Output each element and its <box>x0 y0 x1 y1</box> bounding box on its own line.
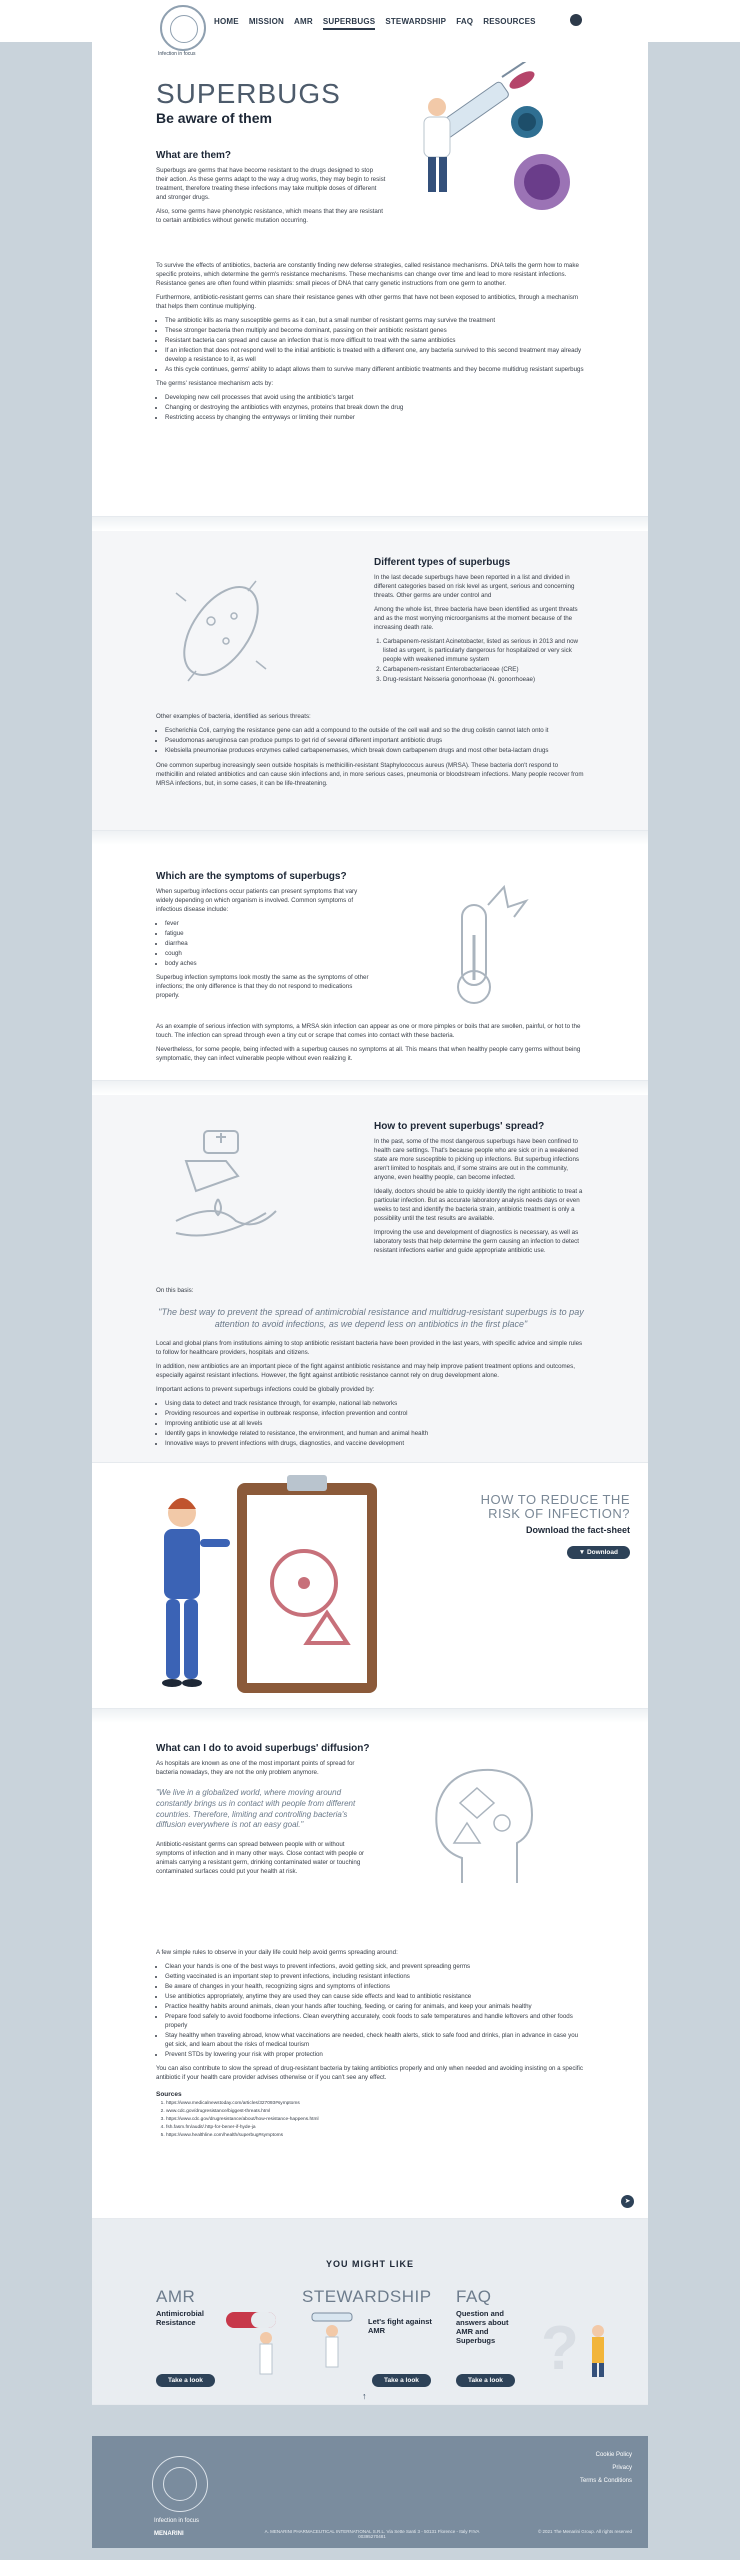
section-avoid-diffusion <box>92 1723 648 2219</box>
paragraph: On this basis: <box>156 1287 194 1294</box>
paragraph: Other examples of bacteria, identified as serious threats: <box>156 713 311 720</box>
nav-item-mission[interactable]: MISSION <box>248 17 284 26</box>
list-item: • cough <box>165 950 371 959</box>
section-symptoms <box>92 845 648 1081</box>
card-title: FAQ <box>456 2287 492 2306</box>
paragraph: As an example of serious infection with symptoms, a MRSA skin infection can appear as one or more pimples or boils that are swollen, painful, or hot to the touch. The infection can spread through even a tiny cut or scrape that comes into contact with these bacteria. <box>156 1023 581 1039</box>
section-types <box>92 531 648 831</box>
card-title: AMR <box>156 2287 196 2306</box>
list-item: • Resistant bacteria can spread and cause an infection that is more difficult to treat with the same antibiotics <box>165 337 586 346</box>
menarini-logo[interactable]: MENARINI <box>154 2531 184 2537</box>
paragraph: Among the whole list, three bacteria have been identified as urgent threats and as the most worrying microorganisms at the moment because of the increasing death rate. <box>374 605 578 631</box>
list-item: • Be aware of changes in your health, recognizing signs and symptoms of infections <box>165 1983 586 1992</box>
list-item: • Use antibiotics appropriately, anytime they are used they can cause side effects and lead to antibiotic resistance <box>165 1993 586 2002</box>
paragraph: Important actions to prevent superbugs infections could be globally provided by: <box>156 1386 375 1394</box>
section-prevent <box>92 1095 648 1463</box>
list-item: • Identify gaps in knowledge related to resistance, the environment, and human and animal health <box>165 1430 586 1439</box>
list-item: • Improving antibiotic use at all levels <box>165 1420 586 1429</box>
card-desc: Question and answers about AMR and Superbugs <box>456 2309 509 2345</box>
card-title: STEWARDSHIP <box>302 2287 432 2306</box>
card-desc: Antimicrobial Resistance <box>156 2309 204 2327</box>
prevention-quote: "The best way to prevent the spread of antimicrobial resistance and multidrug-resistant superbugs is to pay attention to avoid infections, as we depend less on antibiotics in the first place" <box>158 1306 584 1330</box>
paragraph: One common superbug increasingly seen outside hospitals is methicillin-resistant Staphylococcus aureus (MRSA). These bacteria don't respond to methicillin and related antibiotics and can cause skin infections and, in more serious cases, pneumonia or bloodstream infections. Many people recover from MRSA infections, but, in some cases, it can be life-threatening. <box>156 761 584 787</box>
logo-tagline: Infection in focus <box>158 51 196 57</box>
section-divider <box>92 1081 648 1095</box>
top-navigation-bar <box>0 0 740 57</box>
main-nav <box>214 17 536 30</box>
nav-item-superbugs[interactable]: SUPERBUGS <box>323 17 375 30</box>
daily-rules-list <box>165 1963 586 2060</box>
share-icon[interactable]: ➤ <box>621 2195 634 2208</box>
thermometer-icon <box>422 875 542 1015</box>
source-link[interactable]: 5. https://www.healthline.com/health/superbug#symptoms <box>166 2133 586 2140</box>
footer-link-privacy[interactable]: Privacy <box>612 2465 632 2471</box>
list-item: • Providing resources and expertise in outbreak response, infection prevention and control <box>165 1410 586 1419</box>
paragraph: Local and global plans from institutions aiming to stop antibiotic resistant bacteria have been provided in the last years, with specific advice and simple rules to follow for healthcare providers, hospitals and citizens. <box>156 1340 583 1357</box>
paragraph: You can also contribute to slow the spread of drug-resistant bacteria by taking antibiotics properly and only when needed and avoiding insisting on a specific antibiotic if your health care provider advises otherwise or if you can't see any effect. <box>156 2064 583 2081</box>
pill-person-illustration <box>216 2302 296 2377</box>
nav-item-faq[interactable]: FAQ <box>456 17 474 26</box>
paragraph: In addition, new antibiotics are an important piece of the fight against antibiotic resistance and may help improve patient treatment options and outcomes, especially against resistant infections. However, the fight against antibiotic resistance cannot rely on drug development alone. <box>156 1363 575 1380</box>
paragraph: In the last decade superbugs have been reported in a list and divided in different categories based on risk level as urgent, serious and concerning threats. Other germs are under control and <box>374 574 575 599</box>
paragraph: Ideally, doctors should be able to quickly identify the right antibiotic to treat a particular infection. But as accurate laboratory analysis needs days or even weeks to test and identify the bacteria strain, antibiotic treatment is only a possibility until the test results are available. <box>374 1187 583 1222</box>
mechanism-list <box>165 394 586 423</box>
list-item: • Prevent STDs by lowering your risk with proper protection <box>165 2051 586 2060</box>
list-item: • Stay healthy when traveling abroad, know what vaccinations are needed, check health alerts, stick to safe food and drinks, plan in advance in case you get sick, and learn about the risks of medical tourism <box>165 2032 586 2050</box>
card-amr[interactable] <box>156 2287 316 2387</box>
paragraph: Nevertheless, for some people, being infected with a superbug causes no symptoms at all. This means that when healthy people carry germs without being symptomatic, they can infect vulnerable people without even realizing it. <box>156 1045 581 1062</box>
paragraph: In the past, some of the most dangerous superbugs have been confined to health care settings. That's because people who are sick or in a weakened state are more susceptible to picking up infections. But superbug infections aren't limited to hospitals and, if some strains are out in the community, anyone, even healthy people, can become infected. <box>374 1138 579 1181</box>
footer-copyright: © 2021 The Menarini Group. All rights reserved <box>537 2529 632 2534</box>
list-item: • As this cycle continues, germs' ability to adapt allows them to survive many different antibiotic treatments and they become multidrug resistant superbugs <box>165 366 586 375</box>
paragraph: Furthermore, antibiotic-resistant germs can share their resistance genes with other germs that have not been exposed to antibiotics, through a mechanism that helps them continue multiplying. <box>156 293 578 310</box>
list-item: 1. Carbapenem-resistant Acinetobacter, listed as serious in 2013 and now listed as urgent, is particularly dangerous for hospitalized or very sick people with weakened immune system <box>383 638 588 665</box>
nurse-illustration <box>132 1483 232 1703</box>
list-item: • These stronger bacteria then multiply and become dominant, passing on their antibiotic resistant genes <box>165 327 586 336</box>
paragraph: Superbugs are germs that have become resistant to the drugs designed to stop their action. As these germs adapt to the way a drug works, they may begin to resist treatment, therefore treating these infections may take multiple doses of different and stronger drugs. <box>156 167 386 201</box>
source-link[interactable]: 4. fsh.fasm.fm/audit/.http-for-bener-if-hyde-ja <box>166 2125 586 2132</box>
list-item: • The antibiotic kills as many susceptible germs as it can, but a small number of resistant germs may survive the treatment <box>165 317 586 326</box>
paragraph: As hospitals are known as one of the most important points of spread for bacteria nowadays, they are not the only problem anymore. <box>156 1760 355 1776</box>
footer-link-terms[interactable]: Terms & Conditions <box>579 2478 632 2484</box>
card-amr-button[interactable]: Take a look <box>156 2374 215 2387</box>
download-label: Download <box>586 1548 618 1556</box>
page-title: SUPERBUGS <box>156 78 341 109</box>
nav-item-amr[interactable]: AMR <box>294 17 313 26</box>
promo-subtitle: Download the fact-sheet <box>525 1524 630 1535</box>
footer-tagline: Infection in focus <box>154 2518 200 2524</box>
list-item: • body aches <box>165 960 371 969</box>
doctor-syringe-illustration <box>392 62 582 232</box>
back-to-top-icon[interactable]: ↑ <box>362 2391 367 2401</box>
question-mark-illustration <box>536 2307 626 2382</box>
nav-item-home[interactable]: HOME <box>214 17 239 26</box>
paragraph: Antibiotic-resistant germs can spread between people with or without symptoms of infection and in many other ways. Close contact with people or animals carrying a resistant germ, drinking contaminated water or touching contaminated surfaces could put your health at risk. <box>156 1841 365 1876</box>
list-item: • Changing or destroying the antibiotics with enzymes, proteins that break down the drug <box>165 404 586 413</box>
card-stewardship-button[interactable]: Take a look <box>372 2374 431 2387</box>
section-factsheet-promo <box>92 1463 648 1709</box>
nav-item-resources[interactable]: RESOURCES <box>483 17 536 26</box>
clipboard-virus-illustration <box>232 1473 382 1698</box>
resistance-steps-list <box>165 317 586 375</box>
card-faq-button[interactable]: Take a look <box>456 2374 515 2387</box>
list-item: • Prepare food safely to avoid foodborne infections. Clean everything accurately, cook foods to safe temperatures and handle leftovers and other foods properly <box>165 2013 586 2031</box>
list-item: • fatigue <box>165 930 371 939</box>
footer-logo[interactable] <box>152 2456 208 2512</box>
you-might-like-heading: YOU MIGHT LIKE <box>326 2259 414 2269</box>
list-item: • If an infection that does not respond well to the initial antibiotic is treated with a different one, any bacteria survived to this second treatment may already develop a resistance to it, as well <box>165 347 586 365</box>
list-item: • diarrhea <box>165 940 371 949</box>
paragraph: To survive the effects of antibiotics, bacteria are constantly finding new defense strategies, called resistance mechanisms. DNA tells the germ how to make specific proteins, which determine the germ's resistance mechanisms. These mechanisms can change over time and lead to more resistant infections. Resistance genes are often found within plasmids: small pieces of DNA that carry genetic instructions from one germ to another. <box>156 262 579 287</box>
section-what-are-them <box>92 42 648 517</box>
heading-avoid: What can I do to avoid superbugs' diffusion? <box>156 1743 370 1754</box>
heading-types: Different types of superbugs <box>374 557 511 568</box>
list-item: • Klebsiella pneumoniae produces enzymes called carbapenemases, which break down carbapenem drugs and most other beta-lactam drugs <box>165 747 586 756</box>
page-content <box>92 42 648 2405</box>
user-icon[interactable] <box>570 14 582 26</box>
sources-heading: Sources <box>156 2090 182 2098</box>
paragraph: The germs' resistance mechanism acts by: <box>156 379 274 387</box>
card-desc: Let's fight against AMR <box>368 2317 432 2335</box>
section-divider <box>92 1709 648 1723</box>
footer-legal: A. MENARINI PHARMACEUTICAL INTERNATIONAL S.R.L. Via Sette Santi 3 - 50131 Florence - Italy P.IVA 00395270481 <box>264 2529 480 2539</box>
bacterium-icon <box>156 561 286 701</box>
list-item: • Innovative ways to prevent infections with drugs, diagnostics, and vaccine development <box>165 1440 586 1449</box>
list-item: 3. Drug-resistant Neisseria gonorrhoeae (N. gonorrhoeae) <box>383 676 588 685</box>
source-link[interactable]: 1. https://www.medicalnewstoday.com/articles/327093#symptoms <box>166 2101 586 2108</box>
footer-link-cookie[interactable]: Cookie Policy <box>595 2452 632 2458</box>
heading-prevent: How to prevent superbugs' spread? <box>374 1121 545 1132</box>
list-item: 2. Carbapenem-resistant Enterobacteriaceae (CRE) <box>383 666 588 675</box>
list-item: • Developing new cell processes that avoid using the antibiotic's target <box>165 394 586 403</box>
promo-title-line1: HOW TO REDUCE THE <box>480 1492 630 1507</box>
card-faq[interactable] <box>456 2287 616 2387</box>
urgent-threats-list <box>383 638 588 685</box>
download-button[interactable]: ▼ Download <box>567 1546 630 1559</box>
source-link[interactable]: 2. www.cdc.gov/drugresistance/biggest-threats.html <box>166 2109 586 2116</box>
site-footer <box>92 2436 648 2548</box>
list-item: • Restricting access by changing the entryways or limiting their number <box>165 414 586 423</box>
section-you-might-like <box>92 2219 648 2405</box>
list-item: • Pseudomonas aeruginosa can produce pumps to get rid of several different important antibiotic drugs <box>165 737 586 746</box>
list-item: • Practice healthy habits around animals, clean your hands after touching, feeding, or caring for animals, and keep your animals healthy <box>165 2003 586 2012</box>
paragraph: Improving the use and development of diagnostics is necessary, as well as laboratory tests that help determine the germ causing an infection to detect resistant infections earlier and guide appropriate antibiotic use. <box>374 1228 579 1254</box>
section-divider <box>92 517 648 531</box>
paragraph: Superbug infection symptoms look mostly the same as the symptoms of other infections; the only difference is that they do not respond to medications properly. <box>156 973 369 999</box>
serious-threats-list <box>165 727 586 756</box>
promo-title-line2: RISK OF INFECTION? <box>488 1506 630 1522</box>
syringe-doctor-illustration <box>302 2309 362 2379</box>
list-item: • Escherichia Coli, carrying the resistance gene can add a compound to the outside of the cell wall and so the drug colistin cannot latch onto it <box>165 727 586 736</box>
paragraph: When superbug infections occur patients can present symptoms that vary widely depending on which organism is involved. Common symptoms of infectious disease include: <box>156 888 358 913</box>
nav-item-stewardship[interactable]: STEWARDSHIP <box>385 17 447 26</box>
list-item: • Using data to detect and track resistance through, for example, national lab networks <box>165 1400 586 1409</box>
list-item: • fever <box>165 920 371 929</box>
global-actions-list <box>165 1400 586 1449</box>
svg-text:?: ? <box>541 2314 579 2382</box>
head-shapes-icon <box>422 1763 542 1893</box>
page-subtitle: Be aware of them <box>156 110 272 126</box>
source-link[interactable]: 3. https://www.cdc.gov/drugresistance/about/how-resistance-happens.html <box>166 2117 586 2124</box>
symptoms-list <box>165 920 371 969</box>
sources-list <box>166 2101 586 2140</box>
paragraph: Also, some germs have phenotypic resistance, which means that they are resistant to certain antibiotics without genetic mutation occurring. <box>156 207 383 224</box>
paragraph: A few simple rules to observe in your daily life could help avoid germs spreading around: <box>156 1949 398 1956</box>
globalized-quote: "We live in a globalized world, where moving around constantly brings us in contact with people from different countries. Therefore, limiting and controlling bacteria's diffusion everywhere is not an easy goal." <box>156 1787 356 1830</box>
footer-links <box>580 2452 632 2491</box>
heading-what-are-them: What are them? <box>156 150 232 161</box>
site-logo[interactable] <box>160 5 206 51</box>
heading-symptoms: Which are the symptoms of superbugs? <box>156 871 347 882</box>
list-item: • Clean your hands is one of the best ways to prevent infections, avoid getting sick, and prevent spreading germs <box>165 1963 586 1972</box>
card-stewardship[interactable] <box>302 2287 462 2387</box>
hand-sanitizer-icon <box>156 1121 296 1251</box>
list-item: • Getting vaccinated is an important step to prevent infections, including resistant infections <box>165 1973 586 1982</box>
section-divider <box>92 831 648 845</box>
